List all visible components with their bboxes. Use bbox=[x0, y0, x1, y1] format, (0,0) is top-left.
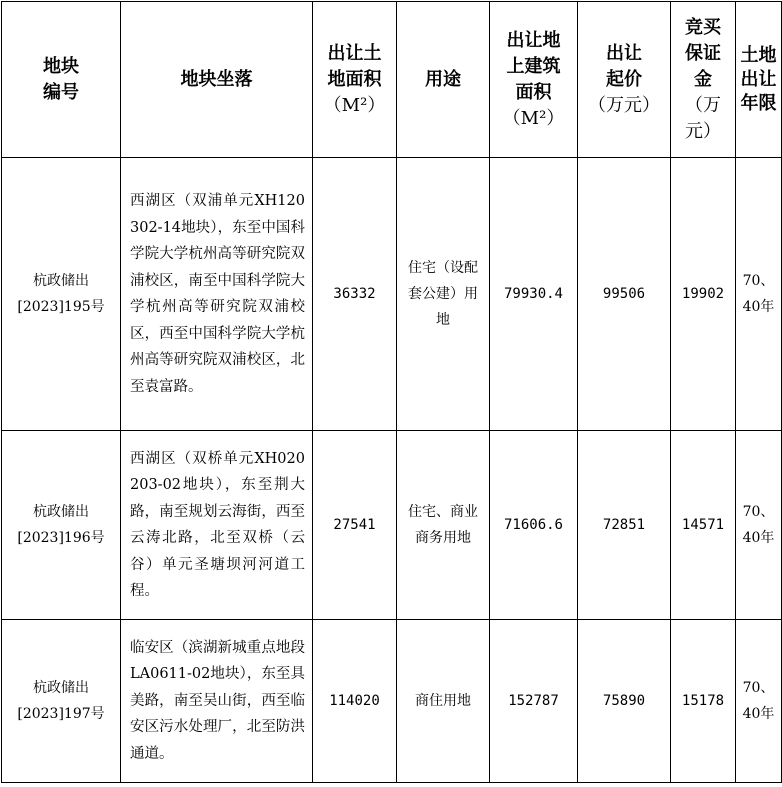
cell-location: 西湖区（双浦单元XH120302-14地块），东至中国科学院大学杭州高等研究院双浦校区，南至中国科学院大学杭州高等研究院双浦校区，西至中国科学院大学杭州高等研究院双浦校区，北至袁富路。 bbox=[121, 158, 313, 431]
cell-deposit: 14571 bbox=[671, 431, 736, 620]
header-land-area-label: 出让土地面积 bbox=[327, 42, 382, 90]
cell-start-price: 75890 bbox=[578, 620, 671, 783]
cell-build-area: 79930.4 bbox=[490, 158, 578, 431]
header-plot-no: 地块编号 bbox=[2, 2, 121, 158]
header-row bbox=[2, 2, 782, 158]
land-transfer-table bbox=[1, 1, 782, 783]
cell-start-price: 99506 bbox=[578, 158, 671, 431]
header-deposit bbox=[671, 2, 736, 158]
cell-land-area: 27541 bbox=[313, 431, 397, 620]
cell-location: 西湖区（双桥单元XH020203-02地块），东至荆大路，南至规划云海街，西至云涛北路，北至双桥（云谷）单元圣塘坝河河道工程。 bbox=[121, 431, 313, 620]
header-location: 地块坐落 bbox=[121, 2, 313, 158]
cell-use: 住宅、商业商务用地 bbox=[397, 431, 490, 620]
cell-use: 住宅（设配套公建）用地 bbox=[397, 158, 490, 431]
header-start-price-unit: （万元） bbox=[588, 94, 660, 116]
cell-build-area: 152787 bbox=[490, 620, 578, 783]
cell-start-price: 72851 bbox=[578, 431, 671, 620]
header-build-area-unit: （M²） bbox=[502, 107, 565, 129]
header-deposit-label: 竞买保证金 bbox=[685, 16, 721, 90]
header-build-area-label: 出让地上建筑面积 bbox=[506, 29, 561, 103]
header-build-area bbox=[490, 2, 578, 158]
table-row bbox=[2, 431, 782, 620]
cell-build-area: 71606.6 bbox=[490, 431, 578, 620]
cell-plot-no: 杭政储出[2023]195号 bbox=[2, 158, 121, 431]
header-deposit-unit: （万元） bbox=[685, 94, 721, 142]
cell-land-area: 36332 bbox=[313, 158, 397, 431]
cell-term: 70、40年 bbox=[736, 158, 782, 431]
cell-land-area: 114020 bbox=[313, 620, 397, 783]
cell-deposit: 19902 bbox=[671, 158, 736, 431]
cell-deposit: 15178 bbox=[671, 620, 736, 783]
table-row bbox=[2, 620, 782, 783]
header-start-price-label: 出让起价 bbox=[606, 42, 642, 90]
table-row bbox=[2, 158, 782, 431]
header-land-area-unit: （M²） bbox=[323, 94, 386, 116]
cell-term: 70、40年 bbox=[736, 431, 782, 620]
cell-term: 70、40年 bbox=[736, 620, 782, 783]
cell-location: 临安区（滨湖新城重点地段LA0611-02地块），东至具美路，南至吴山街，西至临安区污水处理厂，北至防洪通道。 bbox=[121, 620, 313, 783]
cell-use: 商住用地 bbox=[397, 620, 490, 783]
header-term: 土地出让年限 bbox=[736, 2, 782, 158]
cell-plot-no: 杭政储出[2023]196号 bbox=[2, 431, 121, 620]
header-start-price bbox=[578, 2, 671, 158]
header-land-area bbox=[313, 2, 397, 158]
cell-plot-no: 杭政储出[2023]197号 bbox=[2, 620, 121, 783]
header-use: 用途 bbox=[397, 2, 490, 158]
